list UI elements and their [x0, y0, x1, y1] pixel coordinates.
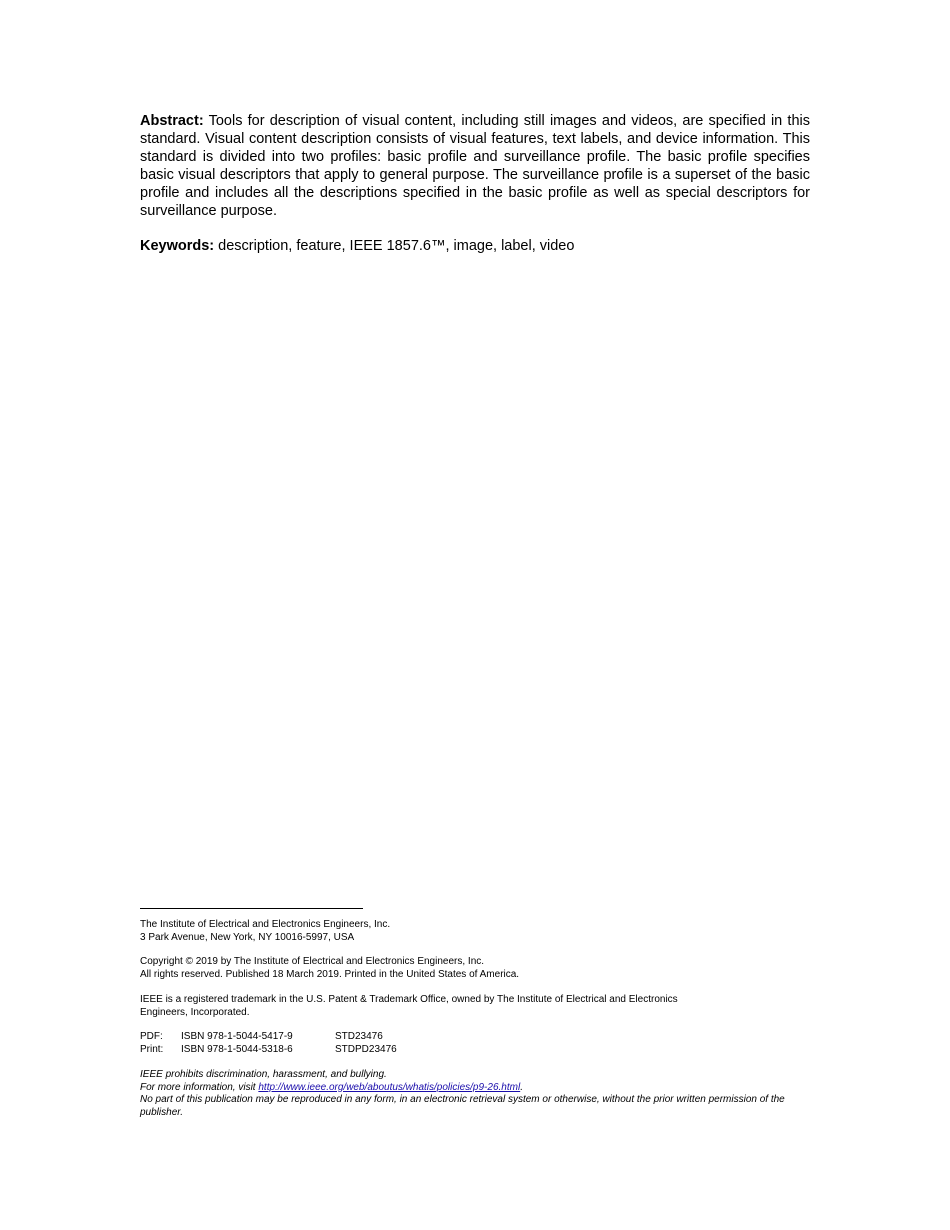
publisher-address: 3 Park Avenue, New York, NY 10016-5997, USA — [140, 931, 355, 943]
isbn-row-pdf — [140, 1031, 812, 1044]
abstract-paragraph — [140, 112, 810, 220]
notice-block — [140, 1069, 812, 1119]
more-info-suffix: . — [520, 1081, 523, 1093]
isbn-code: STDPD23476 — [335, 1043, 397, 1055]
isbn-row-print — [140, 1044, 812, 1057]
footnote-divider — [140, 908, 363, 909]
keywords-paragraph — [140, 237, 810, 255]
isbn-number: ISBN 978-1-5044-5318-6 — [181, 1043, 293, 1055]
more-info-line — [140, 1082, 812, 1095]
isbn-number: ISBN 978-1-5044-5417-9 — [181, 1031, 293, 1042]
trademark-line-2: Engineers, Incorporated. — [140, 1006, 250, 1018]
copyright-block — [140, 956, 812, 981]
copyright-line: Copyright © 2019 by The Institute of Electrical and Electronics Engineers, Inc. — [140, 956, 485, 967]
keywords-label: Keywords: — [140, 238, 215, 254]
trademark-line-1: IEEE is a registered trademark in the U.S. Patent & Trademark Office, owned by The Institute of Electrical and Electronics — [140, 994, 678, 1005]
rights-line: All rights reserved. Published 18 March 2019. Printed in the United States of America. — [140, 968, 520, 980]
publisher-name: The Institute of Electrical and Electronics Engineers, Inc. — [140, 919, 391, 930]
abstract-label: Abstract: — [140, 113, 204, 129]
reproduction-notice: No part of this publication may be reproduced in any form, in an electronic retrieval system or otherwise, without the prior written permission of the publisher. — [140, 1094, 785, 1118]
isbn-format: PDF: — [140, 1031, 163, 1042]
policy-link[interactable]: http://www.ieee.org/web/aboutus/whatis/policies/p9-26.html — [258, 1081, 521, 1093]
isbn-code: STD23476 — [335, 1031, 383, 1042]
isbn-format: Print: — [140, 1043, 164, 1055]
trademark-block — [140, 994, 812, 1019]
more-info-prefix: For more information, visit — [140, 1081, 259, 1093]
discrimination-notice: IEEE prohibits discrimination, harassment, and bullying. — [140, 1069, 387, 1080]
isbn-block — [140, 1031, 812, 1056]
abstract-text: Tools for description of visual content, including still images and videos, are specified in this standard. Visual content description consists of visual features, text labels, and device information. This standard is divided into two profiles: basic profile and surveillance profile. The basic profile specifies basic visual descriptors that apply to general purpose. The surveillance profile is a superset of the basic profile and includes all the descriptions specified in the basic profile as well as special descriptors for surveillance purpose. — [140, 113, 810, 219]
publisher-block — [140, 919, 812, 944]
keywords-text: description, feature, IEEE 1857.6™, image, label, video — [218, 238, 575, 254]
